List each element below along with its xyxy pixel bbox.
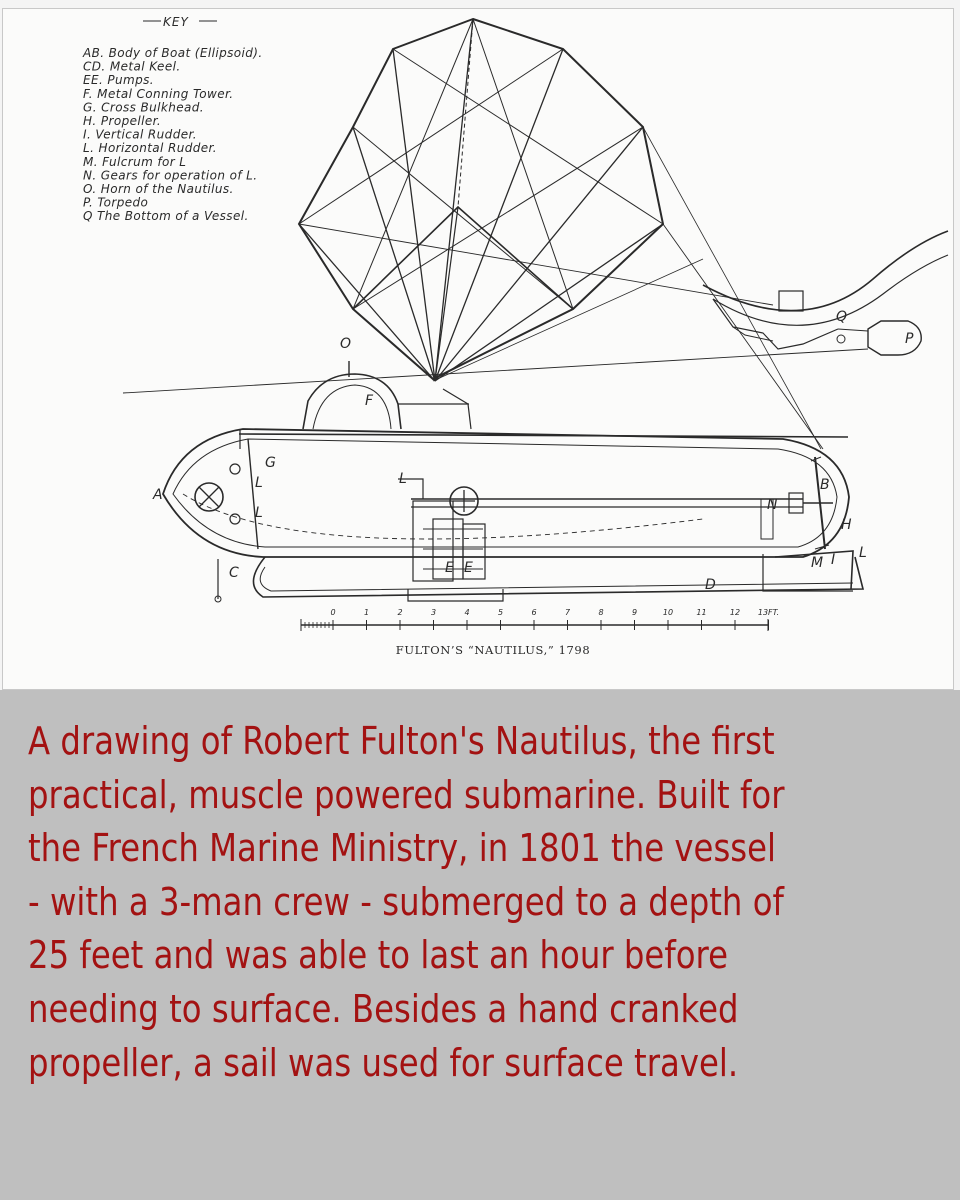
- scale-tick-label: 13FT.: [757, 608, 780, 617]
- label-n: N: [767, 497, 778, 513]
- label-q: Q: [836, 309, 848, 325]
- conning-tower: [303, 361, 471, 429]
- key-title: KEY: [163, 15, 189, 29]
- key-item: I. Vertical Rudder.: [83, 127, 197, 142]
- key-item: G. Cross Bulkhead.: [83, 100, 204, 115]
- label-f: F: [365, 393, 374, 409]
- nautilus-drawing: [2, 8, 954, 690]
- key-item: P. Torpedo: [83, 195, 149, 210]
- key-item: CD. Metal Keel.: [83, 59, 181, 74]
- caption-line: the French Marine Ministry, in 1801 the vessel: [28, 826, 777, 872]
- nautilus-schematic: [3, 9, 953, 689]
- label-l2: L: [255, 505, 263, 521]
- caption-line: - with a 3-man crew - submerged to a depth of: [28, 879, 784, 925]
- scale-tick-label: 10: [662, 608, 674, 617]
- label-m: M: [811, 555, 824, 571]
- caption-line: A drawing of Robert Fulton's Nautilus, the first: [28, 719, 775, 764]
- label-i: I: [831, 552, 836, 568]
- label-e2: E: [464, 560, 473, 576]
- key-item: F. Metal Conning Tower.: [83, 86, 234, 101]
- scale-tick-label: 12: [729, 608, 741, 617]
- propeller-and-rudders: [761, 457, 853, 589]
- label-l4: L: [859, 545, 867, 561]
- scale-tick-label: 1: [363, 608, 370, 617]
- key-item: N. Gears for operation of L.: [83, 168, 258, 183]
- scale-ticks: [301, 608, 779, 630]
- key-item: O. Horn of the Nautilus.: [83, 182, 234, 196]
- label-g: G: [265, 455, 276, 471]
- scale-tick-label: 0: [330, 608, 336, 617]
- label-l3: L: [399, 471, 407, 487]
- key-item: L. Horizontal Rudder.: [83, 141, 218, 156]
- key-item: AB. Body of Boat (Ellipsoid).: [83, 46, 263, 60]
- label-o: O: [340, 336, 352, 352]
- label-e1: E: [445, 560, 454, 576]
- label-d: D: [705, 577, 716, 593]
- caption-line: propeller, a sail was used for surface travel.: [28, 1040, 739, 1086]
- label-c: C: [229, 565, 239, 581]
- scale-tick-label: 8: [598, 608, 604, 617]
- scale-tick-label: 11: [696, 608, 707, 617]
- key-list: [82, 46, 263, 223]
- label-b: B: [820, 477, 830, 493]
- scale-tick-label: 5: [497, 608, 504, 617]
- label-a: A: [153, 487, 163, 503]
- label-p: P: [905, 331, 914, 347]
- description-caption: [28, 715, 801, 1090]
- key-item: Q The Bottom of a Vessel.: [83, 209, 249, 224]
- caption-line: 25 feet and was able to last an hour before: [28, 933, 728, 979]
- plate-caption: FULTON’S “NAUTILUS,” 1798: [395, 643, 591, 657]
- scale-tick-label: 7: [564, 608, 571, 617]
- caption-line: needing to surface. Besides a hand cranked: [28, 986, 739, 1032]
- key-item: H. Propeller.: [83, 114, 162, 128]
- sail: [299, 19, 823, 449]
- key-item: EE. Pumps.: [83, 73, 155, 88]
- scale-tick-label: 2: [397, 608, 403, 617]
- label-l1: L: [255, 475, 263, 491]
- scale-tick-label: 6: [531, 608, 537, 617]
- scale-tick-label: 9: [631, 608, 638, 617]
- caption-line: practical, muscle powered submarine. Built for: [28, 772, 785, 818]
- label-h: H: [841, 517, 852, 533]
- key-item: M. Fulcrum for L: [83, 154, 187, 169]
- scale-tick-label: 3: [430, 608, 437, 617]
- scale-tick-label: 4: [464, 608, 470, 617]
